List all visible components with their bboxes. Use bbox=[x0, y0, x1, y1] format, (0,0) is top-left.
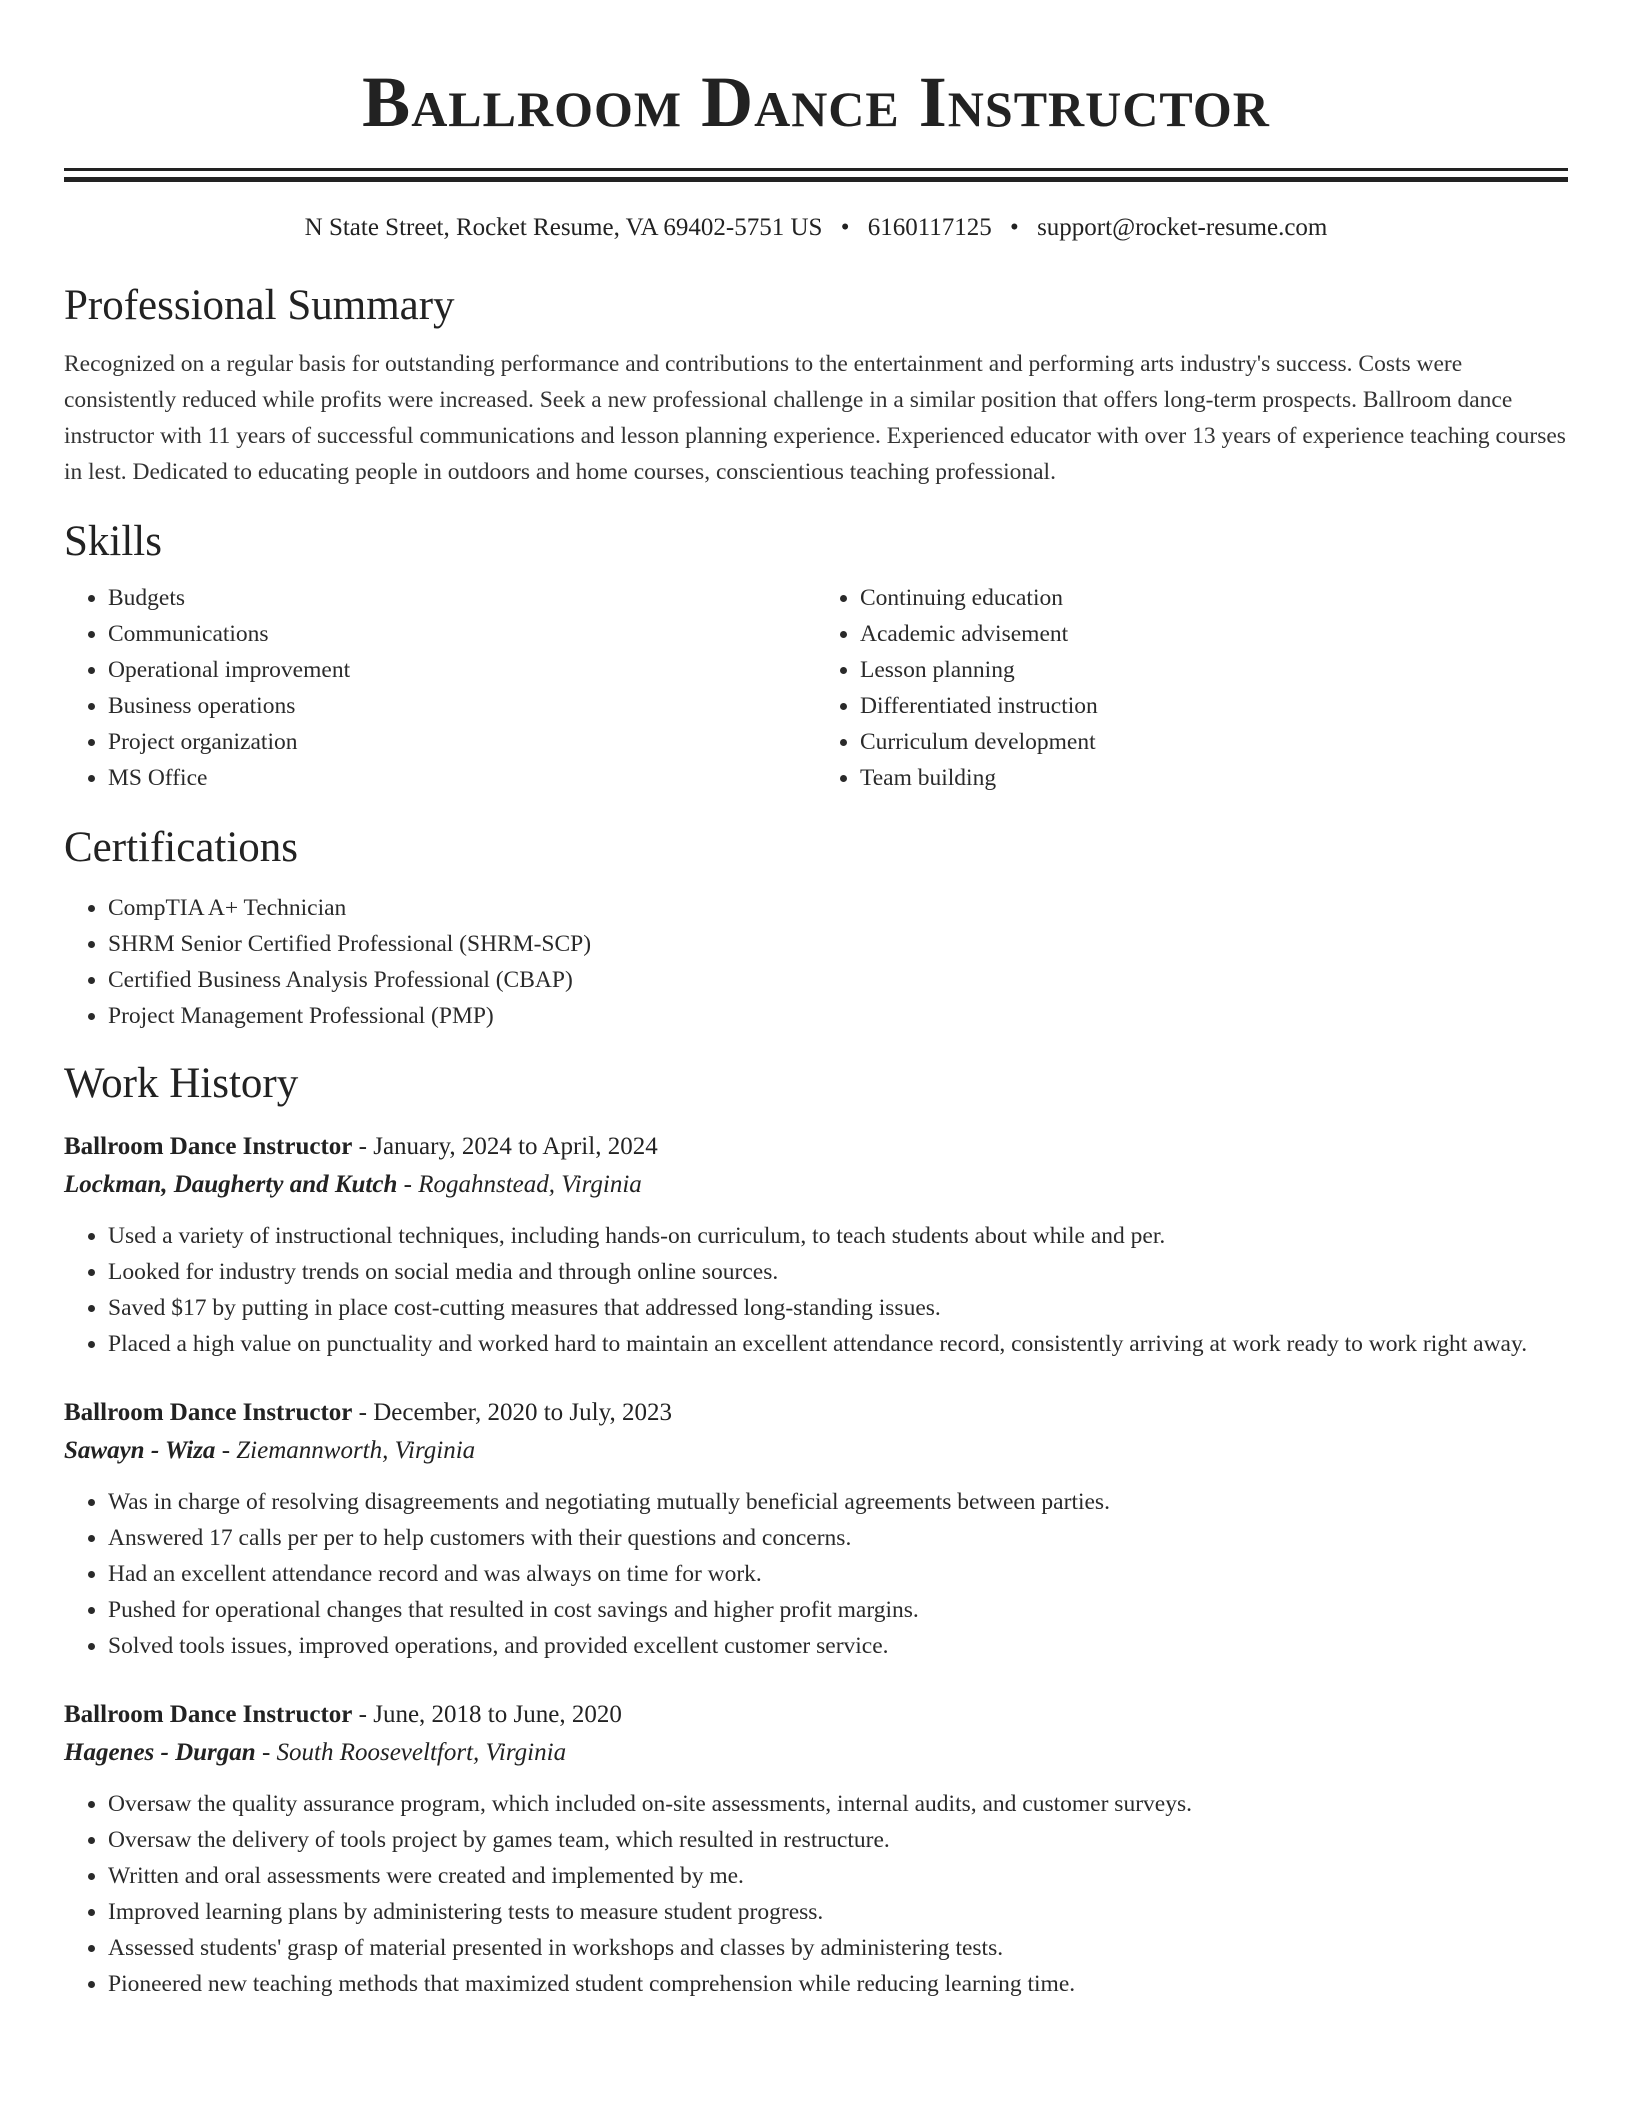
job-bullets bbox=[64, 1786, 1568, 2002]
skill-item: • MS Office bbox=[108, 760, 816, 796]
title-divider-top bbox=[64, 168, 1568, 171]
job-entry bbox=[64, 1394, 1568, 1664]
job-title-line bbox=[64, 1394, 1568, 1432]
job-separator: - bbox=[397, 1171, 419, 1198]
job-location: South Rooseveltfort, Virginia bbox=[276, 1739, 567, 1766]
skills-columns bbox=[64, 580, 1568, 796]
skill-item: • Continuing education bbox=[860, 580, 1568, 616]
job-bullet: • Saved $17 by putting in place cost-cutting measures that addressed long-standing issues. bbox=[108, 1290, 1568, 1326]
job-company-line bbox=[64, 1166, 1568, 1204]
job-bullet: • Solved tools issues, improved operations, and provided excellent customer service. bbox=[108, 1628, 1568, 1664]
contact-address: N State Street, Rocket Resume, VA 69402-5751 US bbox=[304, 214, 823, 241]
skills-heading: Skills bbox=[64, 518, 162, 565]
job-bullet: • Answered 17 calls per per to help customers with their questions and concerns. bbox=[108, 1520, 1568, 1556]
summary-heading: Professional Summary bbox=[64, 282, 455, 329]
job-title: Ballroom Dance Instructor bbox=[64, 1701, 353, 1728]
certification-item: • Certified Business Analysis Professional (CBAP) bbox=[108, 962, 1568, 998]
skill-item: • Curriculum development bbox=[860, 724, 1568, 760]
resume-title: Ballroom Dance Instructor bbox=[362, 62, 1270, 142]
work-history-heading: Work History bbox=[64, 1060, 299, 1107]
job-title: Ballroom Dance Instructor bbox=[64, 1399, 353, 1426]
job-bullet: • Oversaw the delivery of tools project by games team, which resulted in restructure. bbox=[108, 1822, 1568, 1858]
skills-list-right bbox=[816, 580, 1568, 796]
summary-text: Recognized on a regular basis for outstanding performance and contributions to the entertainment and performing arts industry's success. Costs were consistently reduced while profits were increased. Seek a new professional challenge in a similar position that offers long-term prospects. Ballroom dance instructor with 11 years of successful communications and lesson planning experience. Experienced educator with over 13 years of experience teaching courses in lest. Dedicated to educating people in outdoors and home courses, conscientious teaching professional. bbox=[64, 351, 1566, 485]
job-bullet: • Assessed students' grasp of material presented in workshops and classes by administering tests. bbox=[108, 1930, 1568, 1966]
job-company: Hagenes - Durgan bbox=[64, 1739, 256, 1766]
job-company: Lockman, Daugherty and Kutch bbox=[64, 1171, 398, 1198]
job-company: Sawayn - Wiza bbox=[64, 1437, 216, 1464]
contact-phone: 6160117125 bbox=[867, 214, 992, 241]
job-bullet: • Looked for industry trends on social media and through online sources. bbox=[108, 1254, 1568, 1290]
contact-line bbox=[64, 212, 1568, 244]
job-bullet: • Had an excellent attendance record and was always on time for work. bbox=[108, 1556, 1568, 1592]
job-bullets bbox=[64, 1218, 1568, 1362]
job-location: Ziemannworth, Virginia bbox=[236, 1437, 476, 1464]
skill-item: • Project organization bbox=[108, 724, 816, 760]
job-dates: December, 2020 to July, 2023 bbox=[373, 1399, 672, 1426]
certification-item: • Project Management Professional (PMP) bbox=[108, 998, 1568, 1034]
skills-section bbox=[64, 516, 1568, 796]
job-title-line bbox=[64, 1696, 1568, 1734]
skill-item: • Business operations bbox=[108, 688, 816, 724]
job-bullet: • Pioneered new teaching methods that maximized student comprehension while reducing learning time. bbox=[108, 1966, 1568, 2002]
job-title-line bbox=[64, 1128, 1568, 1166]
job-entry bbox=[64, 1128, 1568, 1362]
job-dates: June, 2018 to June, 2020 bbox=[373, 1701, 622, 1728]
contact-separator: • bbox=[840, 214, 850, 241]
job-title: Ballroom Dance Instructor bbox=[64, 1133, 353, 1160]
certification-item: • SHRM Senior Certified Professional (SHRM-SCP) bbox=[108, 926, 1568, 962]
job-location: Rogahnstead, Virginia bbox=[418, 1171, 642, 1198]
skill-item: • Differentiated instruction bbox=[860, 688, 1568, 724]
job-bullet: • Written and oral assessments were created and implemented by me. bbox=[108, 1858, 1568, 1894]
summary-section bbox=[64, 280, 1568, 490]
contact-email: support@rocket-resume.com bbox=[1037, 214, 1328, 241]
skill-item: • Academic advisement bbox=[860, 616, 1568, 652]
job-separator: - bbox=[352, 1701, 374, 1728]
job-bullet: • Used a variety of instructional techniques, including hands-on curriculum, to teach students about while and per. bbox=[108, 1218, 1568, 1254]
contact-separator: • bbox=[1010, 214, 1019, 241]
job-separator: - bbox=[255, 1739, 277, 1766]
job-bullet: • Improved learning plans by administering tests to measure student progress. bbox=[108, 1894, 1568, 1930]
certifications-heading: Certifications bbox=[64, 824, 299, 871]
job-bullet: • Oversaw the quality assurance program, which included on-site assessments, internal audits, and customer surveys. bbox=[108, 1786, 1568, 1822]
job-bullets bbox=[64, 1484, 1568, 1664]
job-bullet: • Placed a high value on punctuality and worked hard to maintain an excellent attendance record, consistently arriving at work ready to work right away. bbox=[108, 1326, 1568, 1362]
job-separator: - bbox=[215, 1437, 237, 1464]
skill-item: • Team building bbox=[860, 760, 1568, 796]
job-separator: - bbox=[352, 1133, 374, 1160]
certification-item: • CompTIA A+ Technician bbox=[108, 890, 1568, 926]
skills-list-left bbox=[64, 580, 816, 796]
skill-item: • Lesson planning bbox=[860, 652, 1568, 688]
job-dates: January, 2024 to April, 2024 bbox=[373, 1133, 658, 1160]
job-company-line bbox=[64, 1432, 1568, 1470]
certifications-section bbox=[64, 822, 1568, 1034]
job-separator: - bbox=[352, 1399, 374, 1426]
certifications-list bbox=[64, 890, 1568, 1034]
title-divider-bottom bbox=[64, 177, 1568, 182]
work-history-section bbox=[64, 1058, 1568, 2002]
skill-item: • Operational improvement bbox=[108, 652, 816, 688]
skill-item: • Budgets bbox=[108, 580, 816, 616]
job-company-line bbox=[64, 1734, 1568, 1772]
skill-item: • Communications bbox=[108, 616, 816, 652]
job-entry bbox=[64, 1696, 1568, 2002]
job-bullet: • Was in charge of resolving disagreements and negotiating mutually beneficial agreements between parties. bbox=[108, 1484, 1568, 1520]
job-bullet: • Pushed for operational changes that resulted in cost savings and higher profit margins. bbox=[108, 1592, 1568, 1628]
